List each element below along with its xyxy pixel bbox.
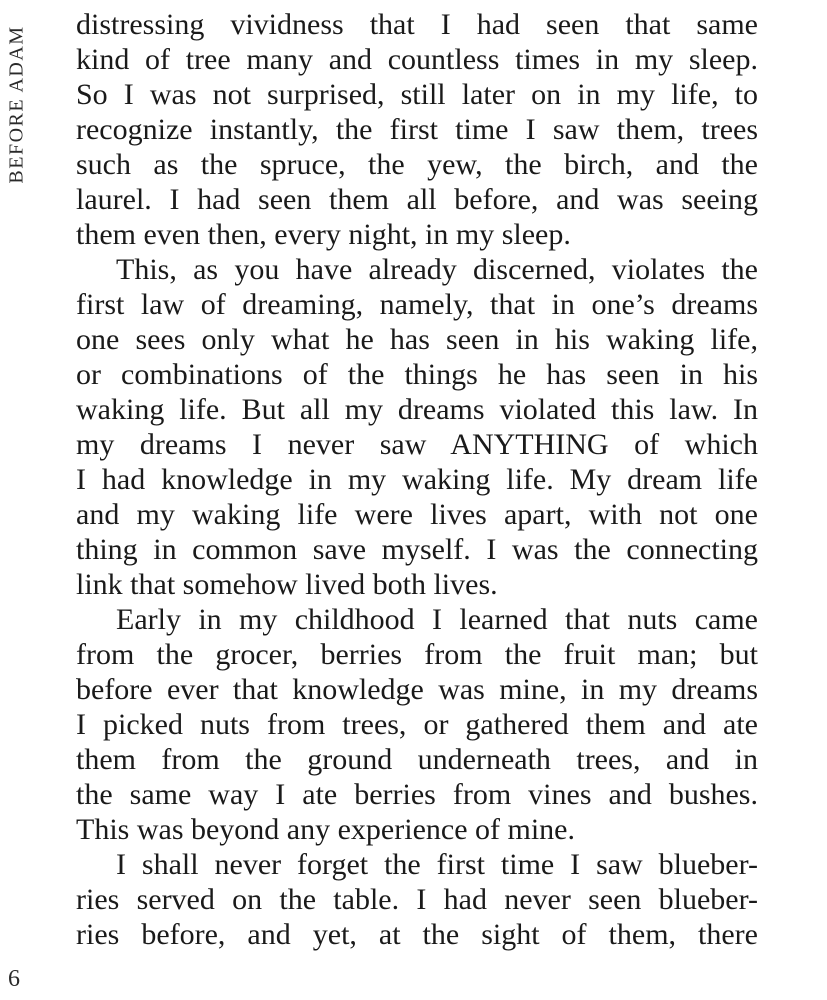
text-line: ries served on the table. I had never seen blueber- (76, 883, 758, 916)
text-line: first law of dreaming, namely, that in one’s dreams (76, 288, 758, 321)
text-line: link that somehow lived both lives. (76, 568, 498, 601)
text-line: from the grocer, berries from the fruit man; but (76, 638, 758, 671)
text-line: I had knowledge in my waking life. My dream life (76, 463, 758, 496)
text-line: them from the ground underneath trees, and in (76, 743, 758, 776)
paragraph (76, 7, 758, 252)
text-line: kind of tree many and countless times in my sleep. (76, 43, 758, 76)
text-line: my dreams I never saw ANYTHING of which (76, 428, 758, 461)
running-head (2, 18, 32, 190)
text-line: waking life. But all my dreams violated this law. In (76, 393, 758, 426)
text-line: I picked nuts from trees, or gathered them and ate (76, 708, 758, 741)
text-line: the same way I ate berries from vines and bushes. (76, 778, 758, 811)
paragraph (76, 602, 758, 847)
text-line: such as the spruce, the yew, the birch, and the (76, 148, 758, 181)
text-line: laurel. I had seen them all before, and was seeing (76, 183, 758, 216)
text-line: This, as you have already discerned, violates the (116, 253, 758, 286)
text-line: one sees only what he has seen in his waking life, (76, 323, 758, 356)
text-line: recognize instantly, the first time I saw them, trees (76, 113, 758, 146)
text-line: I shall never forget the first time I saw blueber- (116, 848, 758, 881)
text-line: ries before, and yet, at the sight of them, there (76, 918, 758, 951)
paragraph (76, 252, 758, 602)
body-text (76, 7, 758, 952)
text-line: and my waking life were lives apart, with not one (76, 498, 758, 531)
text-line: So I was not surprised, still later on in my life, to (76, 78, 758, 111)
paragraph (76, 847, 758, 952)
text-line: thing in common save myself. I was the connecting (76, 533, 758, 566)
text-line: them even then, every night, in my sleep. (76, 218, 571, 251)
text-line: or combinations of the things he has seen in his (76, 358, 758, 391)
text-line: Early in my childhood I learned that nuts came (116, 603, 758, 636)
page-number: 6 (8, 966, 20, 992)
text-line: distressing vividness that I had seen that same (76, 8, 758, 41)
running-head-text: BEFORE ADAM (5, 24, 28, 184)
text-line: before ever that knowledge was mine, in my dreams (76, 673, 758, 706)
text-line: This was beyond any experience of mine. (76, 813, 575, 846)
